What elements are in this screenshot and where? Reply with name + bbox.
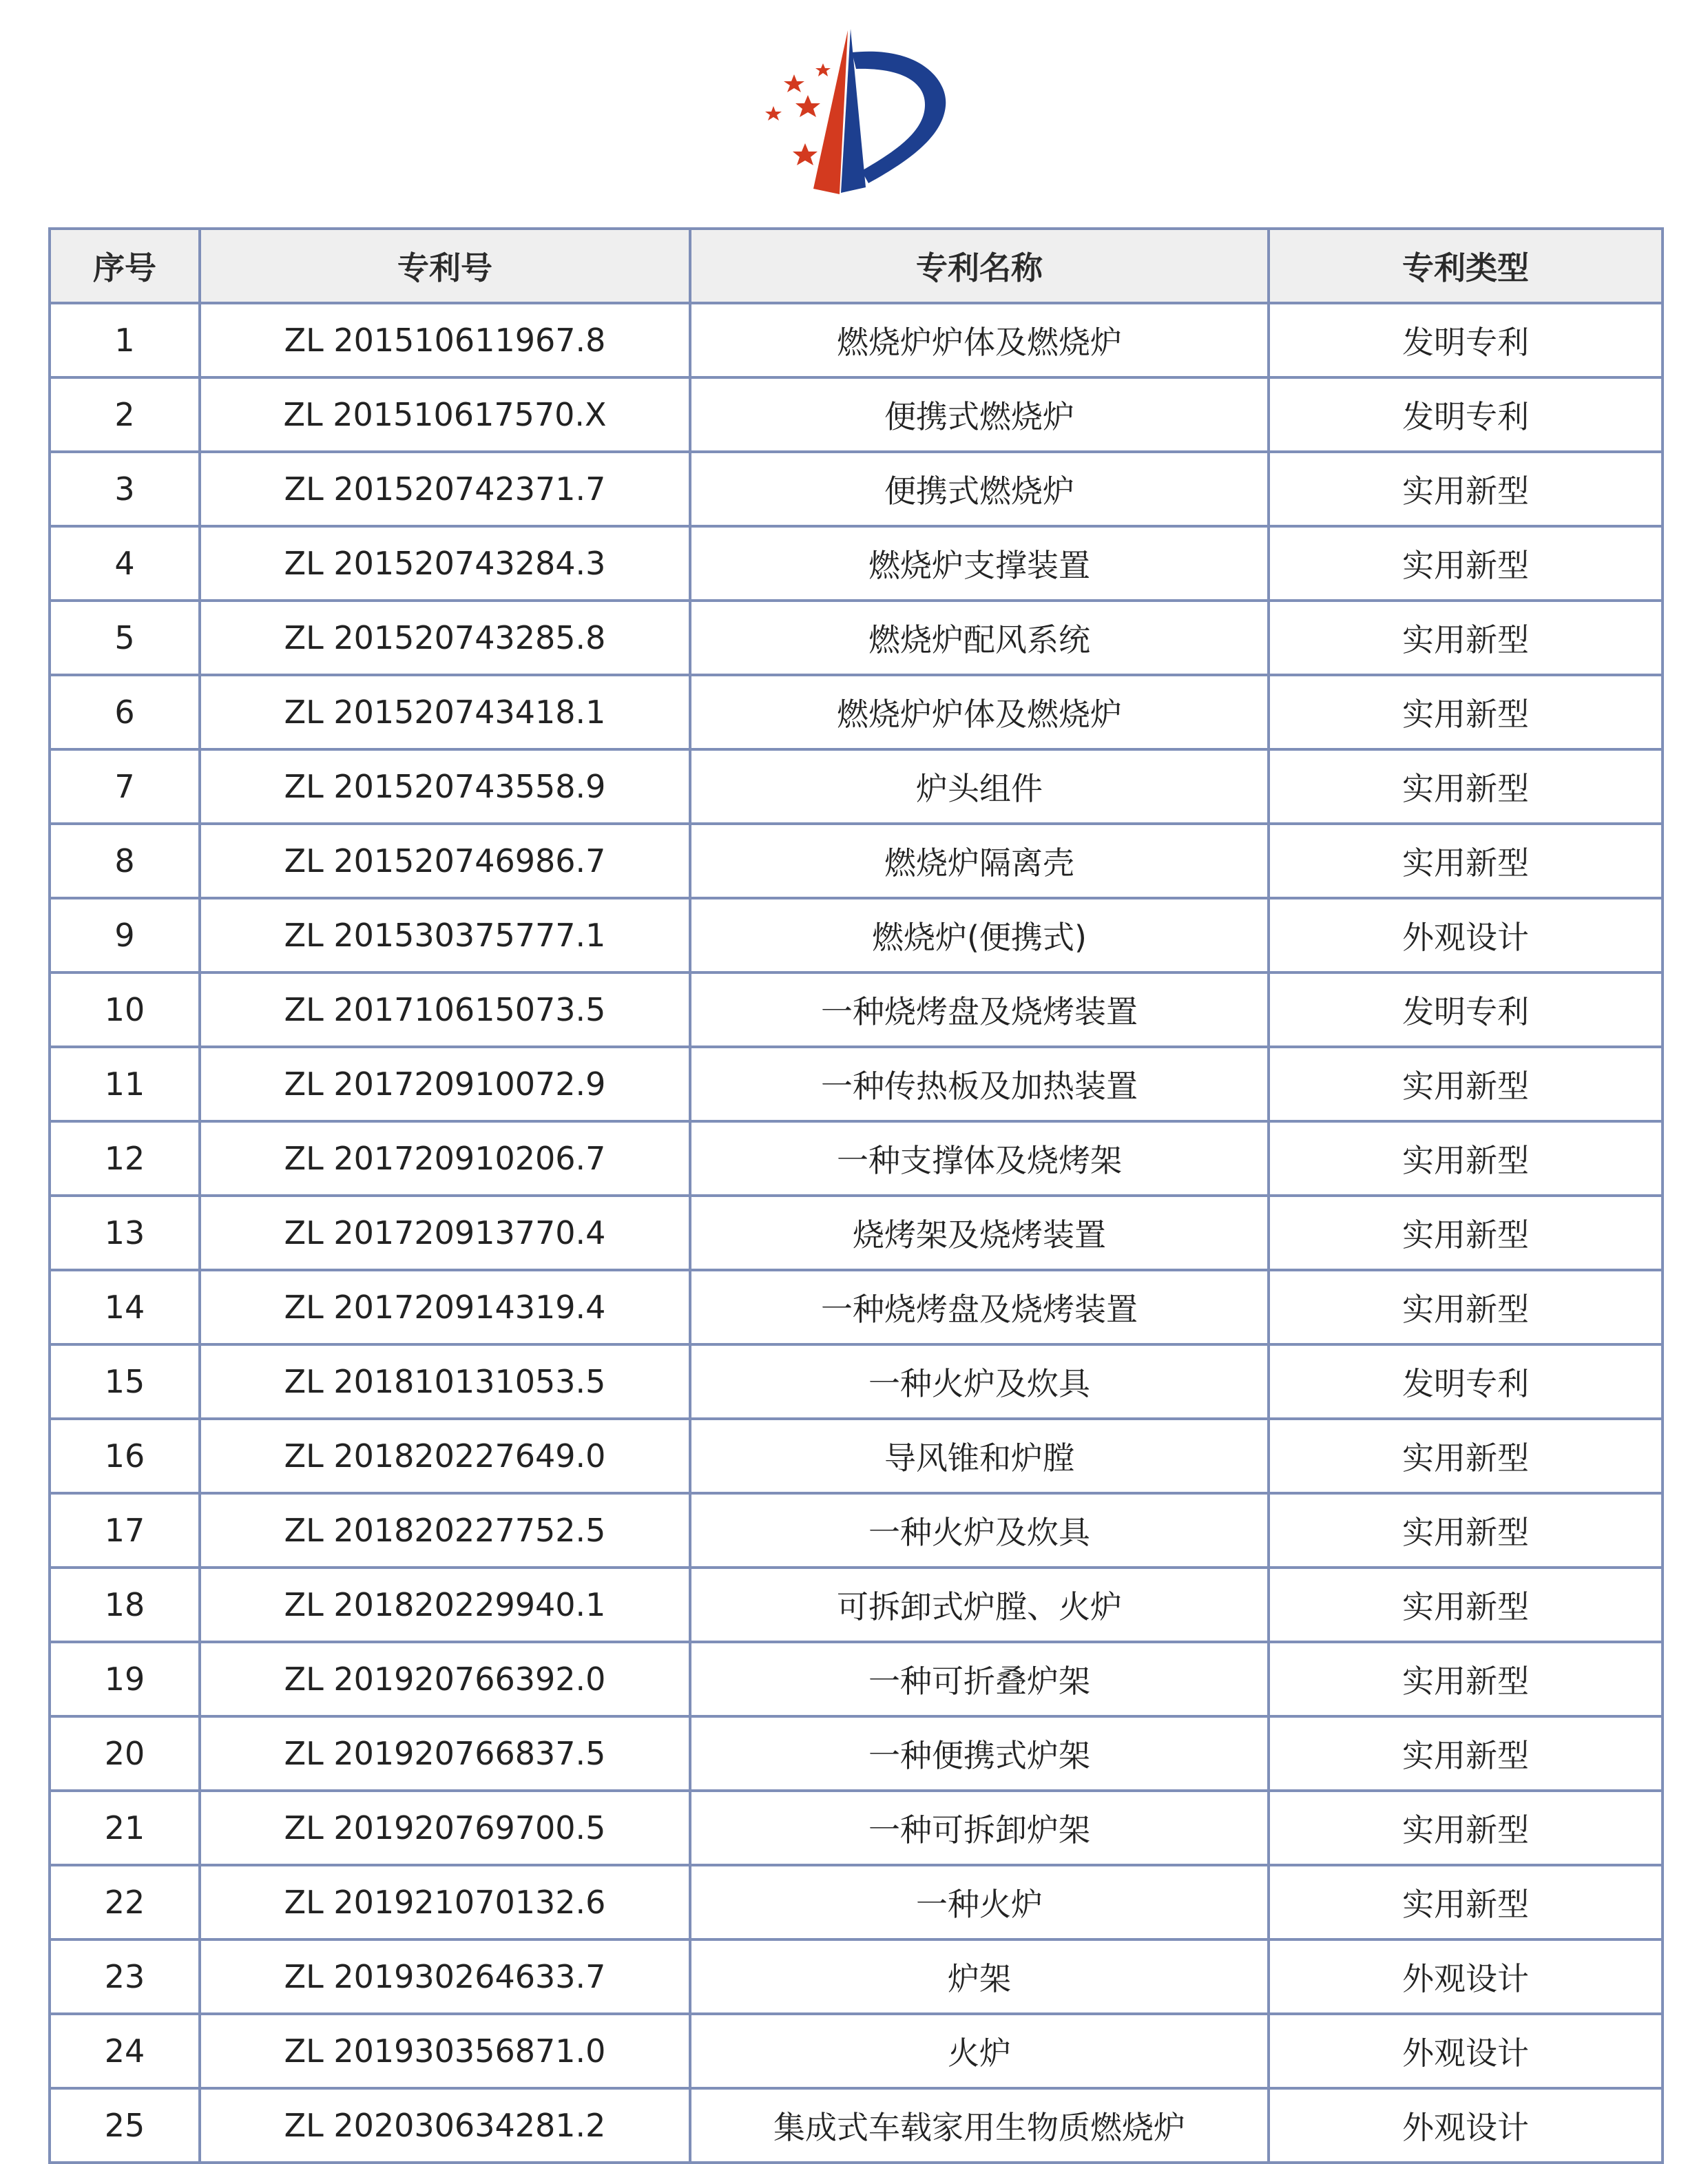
table-row	[50, 1716, 1663, 1791]
cell-seq: 15	[50, 1344, 200, 1419]
table-row	[50, 898, 1663, 972]
cell-patent-name: 一种火炉	[690, 1865, 1269, 1939]
table-row	[50, 452, 1663, 526]
cell-seq: 1	[50, 303, 200, 377]
cell-patent-name: 一种烧烤盘及烧烤装置	[690, 1270, 1269, 1344]
cell-patent-type: 实用新型	[1269, 675, 1663, 749]
cell-patent-type: 实用新型	[1269, 601, 1663, 675]
cell-patent-number: ZL 201920769700.5	[200, 1791, 690, 1865]
table-row	[50, 377, 1663, 452]
cell-patent-type: 发明专利	[1269, 1344, 1663, 1419]
cell-patent-number: ZL 201520743558.9	[200, 749, 690, 824]
cell-patent-type: 发明专利	[1269, 972, 1663, 1047]
cell-patent-number: ZL 201820229940.1	[200, 1568, 690, 1642]
cell-patent-type: 外观设计	[1269, 2088, 1663, 2163]
cell-seq: 24	[50, 2014, 200, 2088]
table-row	[50, 1121, 1663, 1196]
cell-patent-number: ZL 202030634281.2	[200, 2088, 690, 2163]
cell-patent-type: 实用新型	[1269, 1716, 1663, 1791]
cell-patent-name: 一种支撑体及烧烤架	[690, 1121, 1269, 1196]
cell-patent-number: ZL 201820227752.5	[200, 1493, 690, 1568]
cell-patent-type: 实用新型	[1269, 1791, 1663, 1865]
cell-patent-number: ZL 201930264633.7	[200, 1939, 690, 2014]
table-row	[50, 1939, 1663, 2014]
cell-patent-name: 烧烤架及烧烤装置	[690, 1196, 1269, 1270]
cell-patent-name: 一种烧烤盘及烧烤装置	[690, 972, 1269, 1047]
cell-patent-number: ZL 201710615073.5	[200, 972, 690, 1047]
table-row	[50, 1568, 1663, 1642]
table-row	[50, 2088, 1663, 2163]
cell-patent-number: ZL 201720910072.9	[200, 1047, 690, 1121]
cell-seq: 2	[50, 377, 200, 452]
cell-patent-type: 实用新型	[1269, 1047, 1663, 1121]
cell-seq: 20	[50, 1716, 200, 1791]
cell-seq: 12	[50, 1121, 200, 1196]
table-header-row	[50, 229, 1663, 303]
table-row	[50, 1344, 1663, 1419]
cell-patent-number: ZL 201920766837.5	[200, 1716, 690, 1791]
table-row	[50, 675, 1663, 749]
cell-seq: 9	[50, 898, 200, 972]
cell-patent-number: ZL 201720914319.4	[200, 1270, 690, 1344]
cell-patent-type: 实用新型	[1269, 1493, 1663, 1568]
cell-patent-number: ZL 201530375777.1	[200, 898, 690, 972]
table-row	[50, 1642, 1663, 1716]
cell-patent-number: ZL 201520742371.7	[200, 452, 690, 526]
cell-seq: 19	[50, 1642, 200, 1716]
cell-patent-type: 实用新型	[1269, 1568, 1663, 1642]
cell-patent-name: 燃烧炉炉体及燃烧炉	[690, 303, 1269, 377]
cell-seq: 17	[50, 1493, 200, 1568]
cell-patent-type: 实用新型	[1269, 1419, 1663, 1493]
cell-patent-name: 一种火炉及炊具	[690, 1493, 1269, 1568]
cell-patent-name: 燃烧炉隔离壳	[690, 824, 1269, 898]
table-row	[50, 1270, 1663, 1344]
cell-patent-type: 外观设计	[1269, 1939, 1663, 2014]
table-row	[50, 1493, 1663, 1568]
cell-patent-type: 实用新型	[1269, 1270, 1663, 1344]
cell-patent-number: ZL 201520746986.7	[200, 824, 690, 898]
cell-patent-name: 一种便携式炉架	[690, 1716, 1269, 1791]
table-row	[50, 1791, 1663, 1865]
cell-patent-name: 火炉	[690, 2014, 1269, 2088]
cell-patent-name: 燃烧炉炉体及燃烧炉	[690, 675, 1269, 749]
cell-patent-number: ZL 201810131053.5	[200, 1344, 690, 1419]
cell-seq: 22	[50, 1865, 200, 1939]
cell-patent-type: 实用新型	[1269, 1865, 1663, 1939]
table-body	[50, 303, 1663, 2163]
cell-seq: 21	[50, 1791, 200, 1865]
cell-patent-name: 燃烧炉(便携式)	[690, 898, 1269, 972]
table-row	[50, 601, 1663, 675]
cell-patent-type: 实用新型	[1269, 526, 1663, 601]
cell-patent-name: 一种火炉及炊具	[690, 1344, 1269, 1419]
cell-patent-number: ZL 201510617570.X	[200, 377, 690, 452]
cell-patent-number: ZL 201720913770.4	[200, 1196, 690, 1270]
table-row	[50, 1196, 1663, 1270]
cell-patent-type: 外观设计	[1269, 2014, 1663, 2088]
cell-patent-number: ZL 201930356871.0	[200, 2014, 690, 2088]
cell-patent-type: 实用新型	[1269, 1196, 1663, 1270]
table-row	[50, 972, 1663, 1047]
cell-seq: 5	[50, 601, 200, 675]
cell-patent-name: 一种可拆卸炉架	[690, 1791, 1269, 1865]
cell-patent-name: 便携式燃烧炉	[690, 452, 1269, 526]
cell-patent-name: 一种可折叠炉架	[690, 1642, 1269, 1716]
table-row	[50, 303, 1663, 377]
cell-patent-type: 实用新型	[1269, 452, 1663, 526]
cell-patent-type: 实用新型	[1269, 824, 1663, 898]
cell-patent-number: ZL 201921070132.6	[200, 1865, 690, 1939]
column-header-seq: 序号	[50, 229, 200, 303]
cell-seq: 10	[50, 972, 200, 1047]
cell-seq: 11	[50, 1047, 200, 1121]
cell-patent-number: ZL 201520743418.1	[200, 675, 690, 749]
cell-patent-number: ZL 201720910206.7	[200, 1121, 690, 1196]
cell-patent-number: ZL 201820227649.0	[200, 1419, 690, 1493]
cell-patent-name: 便携式燃烧炉	[690, 377, 1269, 452]
table-row	[50, 1047, 1663, 1121]
cell-patent-type: 发明专利	[1269, 377, 1663, 452]
cell-seq: 13	[50, 1196, 200, 1270]
cell-patent-name: 燃烧炉配风系统	[690, 601, 1269, 675]
table-row	[50, 1419, 1663, 1493]
patent-table	[48, 227, 1664, 2164]
column-header-patent-type: 专利类型	[1269, 229, 1663, 303]
cell-seq: 3	[50, 452, 200, 526]
cell-patent-number: ZL 201520743284.3	[200, 526, 690, 601]
cell-patent-name: 炉架	[690, 1939, 1269, 2014]
table-row	[50, 749, 1663, 824]
cell-patent-type: 实用新型	[1269, 1121, 1663, 1196]
cell-seq: 23	[50, 1939, 200, 2014]
cell-patent-number: ZL 201520743285.8	[200, 601, 690, 675]
cell-seq: 25	[50, 2088, 200, 2163]
table-row	[50, 2014, 1663, 2088]
cell-seq: 7	[50, 749, 200, 824]
cell-patent-type: 外观设计	[1269, 898, 1663, 972]
cell-seq: 8	[50, 824, 200, 898]
column-header-patent-number: 专利号	[200, 229, 690, 303]
cell-seq: 6	[50, 675, 200, 749]
cell-patent-type: 实用新型	[1269, 749, 1663, 824]
cell-patent-number: ZL 201510611967.8	[200, 303, 690, 377]
cell-patent-number: ZL 201920766392.0	[200, 1642, 690, 1716]
cell-patent-type: 实用新型	[1269, 1642, 1663, 1716]
cell-seq: 16	[50, 1419, 200, 1493]
table-row	[50, 1865, 1663, 1939]
cell-patent-name: 导风锥和炉膛	[690, 1419, 1269, 1493]
table-row	[50, 824, 1663, 898]
cell-patent-name: 一种传热板及加热装置	[690, 1047, 1269, 1121]
cell-patent-name: 可拆卸式炉膛、火炉	[690, 1568, 1269, 1642]
patent-office-emblem-icon	[747, 25, 954, 197]
cell-patent-type: 发明专利	[1269, 303, 1663, 377]
table-row	[50, 526, 1663, 601]
cell-patent-name: 集成式车载家用生物质燃烧炉	[690, 2088, 1269, 2163]
cell-seq: 18	[50, 1568, 200, 1642]
cell-seq: 4	[50, 526, 200, 601]
cell-patent-name: 燃烧炉支撑装置	[690, 526, 1269, 601]
cell-seq: 14	[50, 1270, 200, 1344]
cell-patent-name: 炉头组件	[690, 749, 1269, 824]
column-header-patent-name: 专利名称	[690, 229, 1269, 303]
